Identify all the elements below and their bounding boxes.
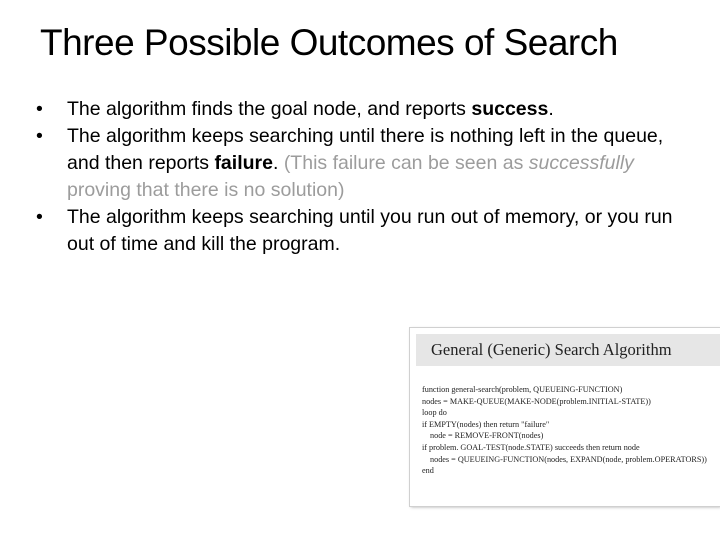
algorithm-title: General (Generic) Search Algorithm	[431, 340, 672, 359]
bullet-text: .	[548, 98, 554, 120]
code-line: if EMPTY(nodes) then return "failure"	[422, 419, 550, 429]
bullet-text: The algorithm keeps searching until you run out of memory, or you run out of time and kill the program.	[67, 206, 673, 255]
code-line: loop do	[422, 408, 447, 418]
bullet-text: The algorithm keeps searching until there is nothing left in the queue, and then reports	[67, 125, 664, 174]
code-line: nodes = QUEUEING-FUNCTION(nodes, EXPAND(node, problem.OPERATORS))	[430, 454, 707, 464]
code-line: end	[422, 466, 434, 476]
slide-title: Three Possible Outcomes of Search	[40, 22, 618, 63]
bullet-emphasis: failure	[214, 152, 273, 174]
bullet-item-failure	[36, 123, 686, 204]
bullet-text: .	[272, 152, 284, 174]
code-line: if problem. GOAL-TEST(node.STATE) succeeds then return node	[422, 442, 640, 452]
bullet-item-success	[36, 96, 686, 123]
bullet-item-resources	[36, 204, 686, 258]
bullet-text: The algorithm finds the goal node, and reports	[67, 98, 472, 120]
code-line: node = REMOVE-FRONT(nodes)	[430, 431, 544, 441]
algorithm-code	[422, 384, 707, 477]
bullet-dot-icon: •	[36, 125, 43, 147]
code-line: function general-search(problem, QUEUEING-FUNCTION)	[422, 385, 623, 394]
bullet-note-text: (This failure can be seen as	[283, 152, 529, 174]
bullet-note-text: proving that there is no solution)	[67, 179, 345, 201]
bullet-dot-icon: •	[36, 98, 43, 120]
algorithm-image	[410, 328, 720, 506]
bullet-emphasis: success	[471, 98, 549, 120]
bullet-dot-icon: •	[36, 206, 43, 228]
bullet-list	[36, 96, 686, 258]
bullet-note-italic: successfully	[528, 152, 634, 174]
code-line: nodes = MAKE-QUEUE(MAKE-NODE(problem.INITIAL-STATE))	[422, 396, 651, 406]
